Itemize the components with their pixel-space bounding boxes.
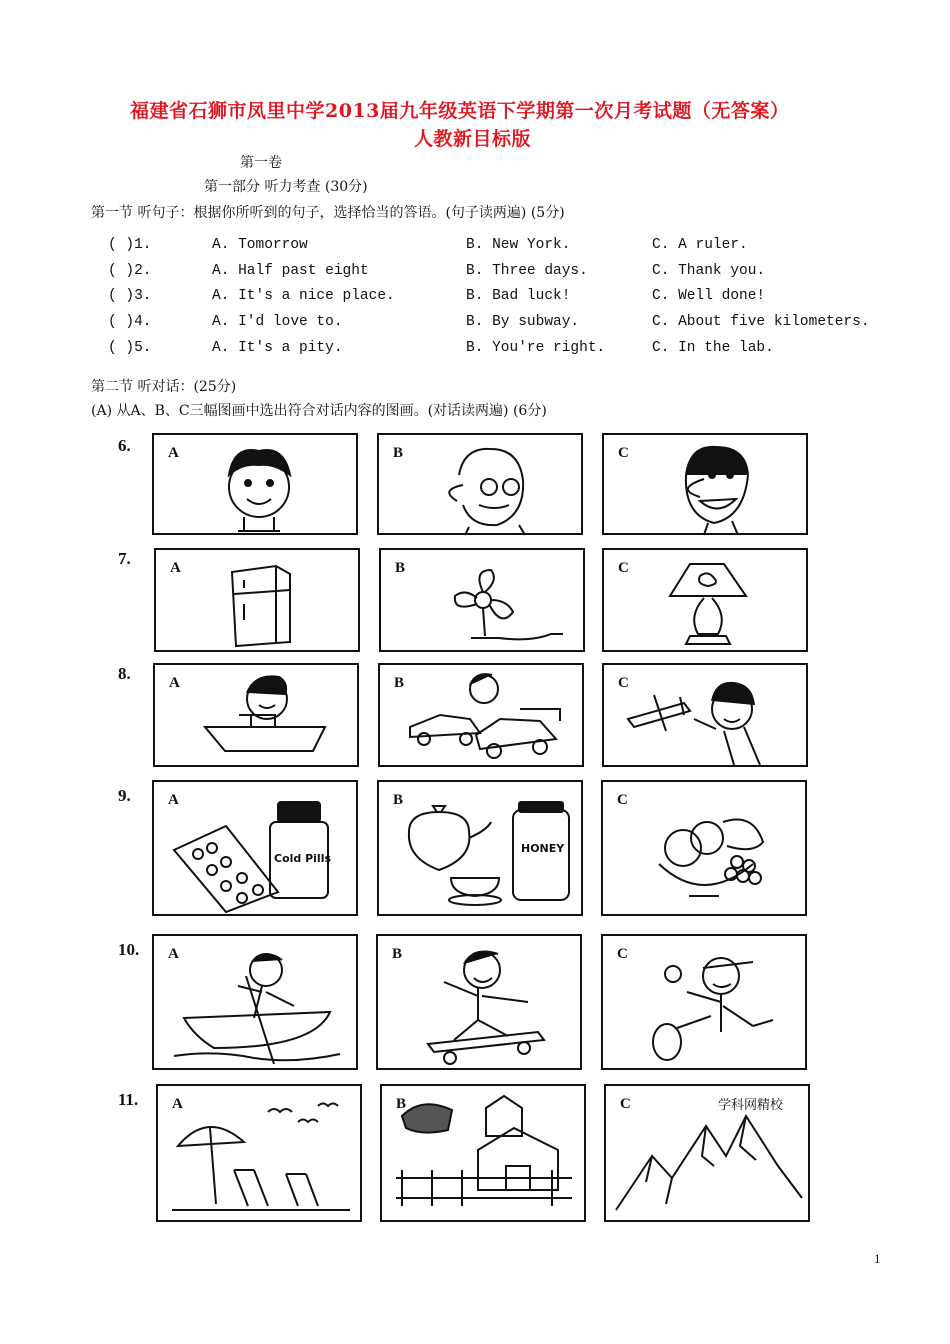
volume-heading: 第一卷	[240, 155, 282, 171]
picture-10a-label: A	[168, 946, 179, 962]
beach-umbrella-icon	[158, 1086, 364, 1224]
picture-7b-label: B	[395, 560, 406, 576]
cold-pills-label: Cold Pills	[274, 852, 332, 865]
question-4-option-c: C. About five kilometers.	[652, 314, 870, 330]
question-2-number: ( )2.	[108, 263, 152, 279]
part1-heading: 第一部分 听力考查 (30分)	[204, 179, 368, 195]
question-3-option-a: A. It's a nice place.	[212, 288, 395, 304]
question-4-option-a: A. I'd love to.	[212, 314, 343, 330]
picture-9b-label: B	[393, 792, 404, 808]
tennis-player-icon	[603, 936, 809, 1072]
section1-heading: 第一节 听句子：根据你所听到的句子，选择恰当的答语。(句子读两遍) (5分)	[91, 205, 565, 221]
section2a-heading: (A) 从A、B、C三幅图画中选出符合对话内容的图画。(对话读两遍) (6分)	[91, 403, 547, 419]
boy-with-toy-plane-icon	[604, 665, 810, 769]
picture-8a-label: A	[169, 675, 180, 691]
picture-question-10-number: 10.	[118, 940, 140, 959]
picture-6c-panel[interactable]	[602, 433, 808, 535]
picture-9a-panel[interactable]	[152, 780, 358, 916]
picture-10c-label: C	[617, 946, 628, 962]
electric-fan-icon	[381, 550, 587, 654]
table-lamp-icon	[604, 550, 810, 654]
picture-8c-panel[interactable]	[602, 663, 808, 767]
picture-question-8-number: 8.	[118, 664, 131, 683]
honey-label: HONEY	[521, 842, 565, 855]
picture-7a-panel[interactable]	[154, 548, 360, 652]
picture-6b-panel[interactable]	[377, 433, 583, 535]
rowing-boat-icon	[154, 936, 360, 1072]
picture-11c-label: C	[620, 1096, 631, 1112]
question-4-option-b: B. By subway.	[466, 314, 580, 330]
picture-question-7-number: 7.	[118, 549, 131, 568]
picture-9b-panel[interactable]	[377, 780, 583, 916]
picture-11c-panel[interactable]	[604, 1084, 810, 1222]
skateboarding-boy-icon	[378, 936, 584, 1072]
boy-with-toy-cars-icon	[380, 665, 586, 769]
cold-pills-icon	[154, 782, 360, 918]
question-2-option-c: C. Thank you.	[652, 263, 766, 279]
boy-with-toy-ship-icon	[155, 665, 361, 769]
question-1-option-c: C. A ruler.	[652, 237, 748, 253]
question-1-option-a: A. Tomorrow	[212, 237, 308, 253]
question-2-option-b: B. Three days.	[466, 263, 588, 279]
picture-question-11-number: 11.	[118, 1090, 139, 1109]
old-man-face-icon	[379, 435, 585, 537]
question-5-option-b: B. You're right.	[466, 340, 606, 356]
picture-11a-panel[interactable]	[156, 1084, 362, 1222]
picture-7c-panel[interactable]	[602, 548, 808, 652]
page-subtitle: 人教新目标版	[414, 128, 532, 150]
question-3-option-b: B. Bad luck!	[466, 288, 571, 304]
picture-9c-label: C	[617, 792, 628, 808]
picture-11b-panel[interactable]	[380, 1084, 586, 1222]
picture-10b-panel[interactable]	[376, 934, 582, 1070]
question-4-number: ( )4.	[108, 314, 152, 330]
watermark-text: 学科网精校	[718, 1098, 784, 1113]
question-5-number: ( )5.	[108, 340, 152, 356]
picture-7c-label: C	[618, 560, 629, 576]
picture-10a-panel[interactable]	[152, 934, 358, 1070]
picture-6b-label: B	[393, 445, 404, 461]
question-1-option-b: B. New York.	[466, 237, 571, 253]
question-5-option-c: C. In the lab.	[652, 340, 774, 356]
man-face-icon	[604, 435, 810, 537]
picture-6c-label: C	[618, 445, 629, 461]
question-1-number: ( )1.	[108, 237, 152, 253]
picture-6a-label: A	[168, 445, 179, 461]
picture-10b-label: B	[392, 946, 403, 962]
picture-9a-label: A	[168, 792, 179, 808]
picture-11b-label: B	[396, 1096, 407, 1112]
boy-face-icon	[154, 435, 360, 537]
picture-question-9-number: 9.	[118, 786, 131, 805]
picture-6a-panel[interactable]	[152, 433, 358, 535]
fruit-bowl-icon	[603, 782, 809, 918]
picture-9c-panel[interactable]	[601, 780, 807, 916]
page-title: 福建省石狮市凤里中学2013届九年级英语下学期第一次月考试题（无答案）	[130, 100, 790, 122]
picture-7a-label: A	[170, 560, 181, 576]
section2-heading: 第二节 听对话：(25分)	[91, 379, 237, 395]
picture-8b-label: B	[394, 675, 405, 691]
picture-8b-panel[interactable]	[378, 663, 584, 767]
question-3-option-c: C. Well done!	[652, 288, 766, 304]
refrigerator-icon	[156, 550, 362, 654]
picture-8c-label: C	[618, 675, 629, 691]
page-number: 1	[874, 1251, 881, 1266]
picture-8a-panel[interactable]	[153, 663, 359, 767]
farm-icon	[382, 1086, 588, 1224]
question-2-option-a: A. Half past eight	[212, 263, 369, 279]
picture-10c-panel[interactable]	[601, 934, 807, 1070]
picture-11a-label: A	[172, 1096, 183, 1112]
question-3-number: ( )3.	[108, 288, 152, 304]
picture-7b-panel[interactable]	[379, 548, 585, 652]
question-5-option-a: A. It's a pity.	[212, 340, 343, 356]
picture-question-6-number: 6.	[118, 436, 131, 455]
